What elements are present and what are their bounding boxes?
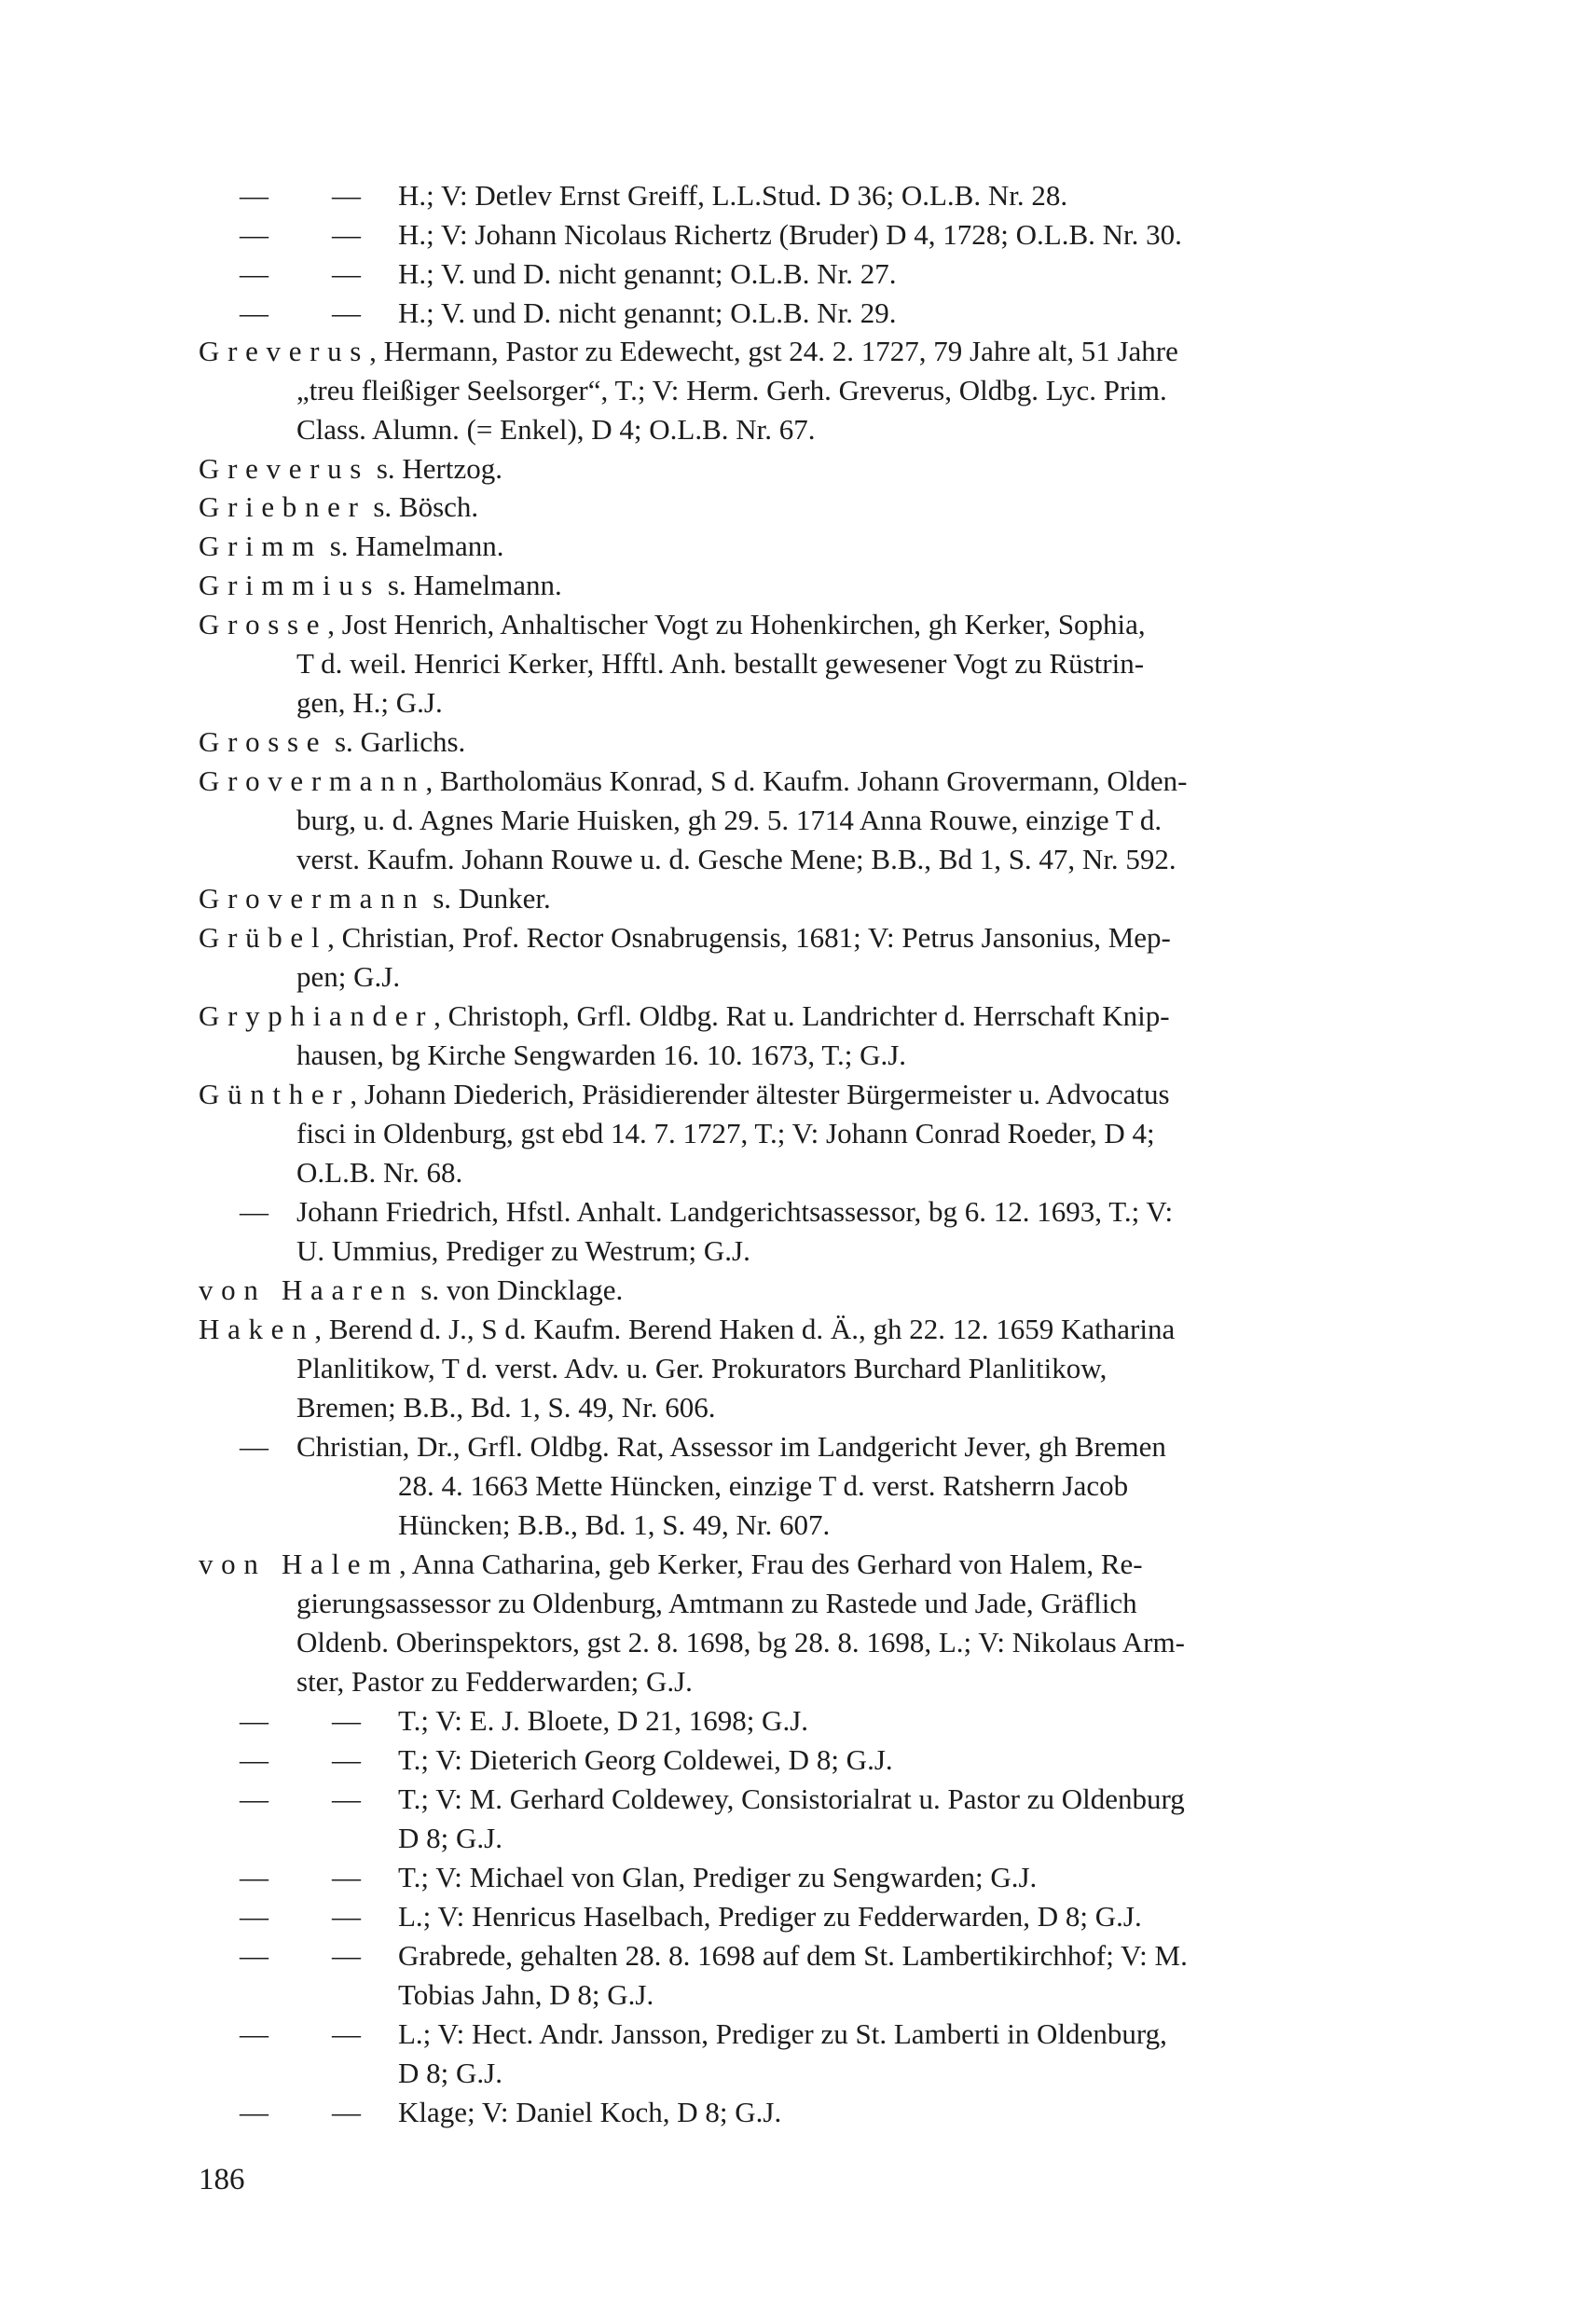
entry-text: Klage; V: Daniel Koch, D 8; G.J. bbox=[398, 2096, 782, 2128]
entry-head: Grosse bbox=[199, 608, 328, 640]
entry-text: Planlitikow, T d. verst. Adv. u. Ger. Prokurators Burchard Planlitikow, bbox=[296, 1352, 1108, 1384]
entry-text: , Hermann, Pastor zu Edewecht, gst 24. 2. 1727, 79 Jahre alt, 51 Jahre bbox=[369, 335, 1178, 367]
entry-head: von Halem bbox=[199, 1548, 400, 1580]
entry-text: 28. 4. 1663 Mette Hüncken, einzige T d. verst. Ratsherrn Jacob bbox=[398, 1469, 1129, 1502]
entry-text: H.; V: Johann Nicolaus Richertz (Bruder) D 4, 1728; O.L.B. Nr. 30. bbox=[398, 218, 1182, 251]
dash-mark: — bbox=[240, 1782, 268, 1815]
entry-text: T.; V: Michael von Glan, Prediger zu Sengwarden; G.J. bbox=[398, 1861, 1038, 1893]
page-number: 186 bbox=[199, 2163, 245, 2196]
entry-text: , Bartholomäus Konrad, S d. Kaufm. Johann Grovermann, Olden- bbox=[425, 764, 1188, 797]
dash-mark: — bbox=[240, 1195, 268, 1228]
entry-text: s. Hamelmann. bbox=[322, 530, 504, 562]
entry-head: Grimm bbox=[199, 530, 323, 562]
entry-head: Greverus bbox=[199, 335, 370, 367]
entry-text: D 8; G.J. bbox=[398, 1822, 502, 1854]
entry-text: hausen, bg Kirche Sengwarden 16. 10. 1673, T.; G.J. bbox=[296, 1039, 907, 1071]
entry-text: Grabrede, gehalten 28. 8. 1698 auf dem St. Lambertikirchhof; V: M. bbox=[398, 1939, 1188, 1972]
entry-text: verst. Kaufm. Johann Rouwe u. d. Gesche Mene; B.B., Bd 1, S. 47, Nr. 592. bbox=[296, 843, 1176, 875]
entry-text: Bremen; B.B., Bd. 1, S. 49, Nr. 606. bbox=[296, 1391, 716, 1424]
dash-mark: — bbox=[240, 1430, 268, 1463]
entry-text: gierungsassessor zu Oldenburg, Amtmann zu Rastede und Jade, Gräflich bbox=[296, 1587, 1137, 1619]
entry-text: Tobias Jahn, D 8; G.J. bbox=[398, 1978, 654, 2011]
dash-mark: — bbox=[240, 1900, 268, 1933]
entry-text: T.; V: M. Gerhard Coldewey, Consistorialrat u. Pastor zu Oldenburg bbox=[398, 1782, 1185, 1815]
entry-text: fisci in Oldenburg, gst ebd 14. 7. 1727, T.; V: Johann Conrad Roeder, D 4; bbox=[296, 1117, 1155, 1149]
entry-text: s. Garlichs. bbox=[327, 725, 466, 758]
entry-text: s. Dunker. bbox=[425, 882, 551, 915]
entry-text: , Christoph, Grfl. Oldbg. Rat u. Landrichter d. Herrschaft Knip- bbox=[433, 999, 1170, 1032]
entry-head: Grimmius bbox=[199, 569, 381, 601]
entry-text: , Christian, Prof. Rector Osnabrugensis, 1681; V: Petrus Jansonius, Mep- bbox=[327, 921, 1171, 954]
dash-mark: — bbox=[332, 296, 361, 329]
dash-mark: — bbox=[332, 1900, 361, 1933]
entry-text: s. Hamelmann. bbox=[380, 569, 562, 601]
entry-text: Johann Friedrich, Hfstl. Anhalt. Landgerichtsassessor, bg 6. 12. 1693, T.; V: bbox=[296, 1195, 1174, 1228]
dash-mark: — bbox=[332, 1861, 361, 1893]
dash-mark: — bbox=[240, 1704, 268, 1737]
entry-head: Griebner bbox=[199, 490, 366, 523]
dash-mark: — bbox=[240, 1939, 268, 1972]
entry-text: , Anna Catharina, geb Kerker, Frau des Gerhard von Halem, Re- bbox=[399, 1548, 1143, 1580]
entry-text: Oldenb. Oberinspektors, gst 2. 8. 1698, bg 28. 8. 1698, L.; V: Nikolaus Arm- bbox=[296, 1626, 1185, 1658]
dash-mark: — bbox=[332, 1782, 361, 1815]
entry-text: , Johann Diederich, Präsidierender ältester Bürgermeister u. Advocatus bbox=[350, 1078, 1170, 1110]
entry-head: Gryphiander bbox=[199, 999, 434, 1032]
entry-text: burg, u. d. Agnes Marie Huisken, gh 29. 5. 1714 Anna Rouwe, einzige T d. bbox=[296, 804, 1163, 836]
entry-text: s. Bösch. bbox=[365, 490, 479, 523]
entry-text: pen; G.J. bbox=[296, 960, 401, 993]
entry-head: Grübel bbox=[199, 921, 328, 954]
dash-mark: — bbox=[332, 2017, 361, 2050]
entry-text: H.; V: Detlev Ernst Greiff, L.L.Stud. D 36; O.L.B. Nr. 28. bbox=[398, 179, 1068, 212]
entry-head: Grosse bbox=[199, 725, 328, 758]
entry-head: Grovermann bbox=[199, 882, 426, 915]
dash-mark: — bbox=[240, 1743, 268, 1776]
entry-text: , Berend d. J., S d. Kaufm. Berend Haken d. Ä., gh 22. 12. 1659 Katharina bbox=[314, 1313, 1176, 1345]
entry-text: , Jost Henrich, Anhaltischer Vogt zu Hohenkirchen, gh Kerker, Sophia, bbox=[327, 608, 1146, 640]
dash-mark: — bbox=[332, 1743, 361, 1776]
entry-text: L.; V: Hect. Andr. Jansson, Prediger zu St. Lamberti in Oldenburg, bbox=[398, 2017, 1167, 2050]
entry-text: H.; V. und D. nicht genannt; O.L.B. Nr. 29. bbox=[398, 296, 897, 329]
entry-text: T.; V: Dieterich Georg Coldewei, D 8; G.J. bbox=[398, 1743, 893, 1776]
dash-mark: — bbox=[332, 218, 361, 251]
entry-text: gen, H.; G.J. bbox=[296, 686, 443, 719]
entry-text: U. Ummius, Prediger zu Westrum; G.J. bbox=[296, 1234, 750, 1267]
entry-head: von Haaren bbox=[199, 1273, 414, 1306]
dash-mark: — bbox=[332, 1939, 361, 1972]
entry-text: H.; V. und D. nicht genannt; O.L.B. Nr. 27. bbox=[398, 257, 897, 290]
entry-text: Class. Alumn. (= Enkel), D 4; O.L.B. Nr. 67. bbox=[296, 413, 816, 446]
entry-text: T.; V: E. J. Bloete, D 21, 1698; G.J. bbox=[398, 1704, 809, 1737]
entry-text: ster, Pastor zu Fedderwarden; G.J. bbox=[296, 1665, 693, 1698]
entry-text: s. von Dincklage. bbox=[413, 1273, 624, 1306]
entry-head: Günther bbox=[199, 1078, 351, 1110]
dash-mark: — bbox=[240, 2096, 268, 2128]
dash-mark: — bbox=[332, 257, 361, 290]
entry-text: L.; V: Henricus Haselbach, Prediger zu Fedderwarden, D 8; G.J. bbox=[398, 1900, 1142, 1933]
dash-mark: — bbox=[240, 1861, 268, 1893]
entry-text: T d. weil. Henrici Kerker, Hfftl. Anh. bestallt gewesener Vogt zu Rüstrin- bbox=[296, 647, 1145, 680]
entry-text: „treu fleißiger Seelsorger“, T.; V: Herm. Gerh. Greverus, Oldbg. Lyc. Prim. bbox=[296, 374, 1167, 406]
dash-mark: — bbox=[332, 2096, 361, 2128]
dash-mark: — bbox=[332, 1704, 361, 1737]
entry-head: Grovermann bbox=[199, 764, 426, 797]
dash-mark: — bbox=[240, 2017, 268, 2050]
dash-mark: — bbox=[240, 179, 268, 212]
dash-mark: — bbox=[240, 257, 268, 290]
dash-mark: — bbox=[332, 179, 361, 212]
entry-text: s. Hertzog. bbox=[369, 452, 502, 485]
entry-head: Haken bbox=[199, 1313, 315, 1345]
entry-text: Hüncken; B.B., Bd. 1, S. 49, Nr. 607. bbox=[398, 1508, 831, 1541]
dash-mark: — bbox=[240, 218, 268, 251]
dash-mark: — bbox=[240, 296, 268, 329]
entry-head: Greverus bbox=[199, 452, 370, 485]
entry-text: Christian, Dr., Grfl. Oldbg. Rat, Assessor im Landgericht Jever, gh Bremen bbox=[296, 1430, 1166, 1463]
entry-text: O.L.B. Nr. 68. bbox=[296, 1156, 463, 1189]
entry-text: D 8; G.J. bbox=[398, 2057, 502, 2089]
